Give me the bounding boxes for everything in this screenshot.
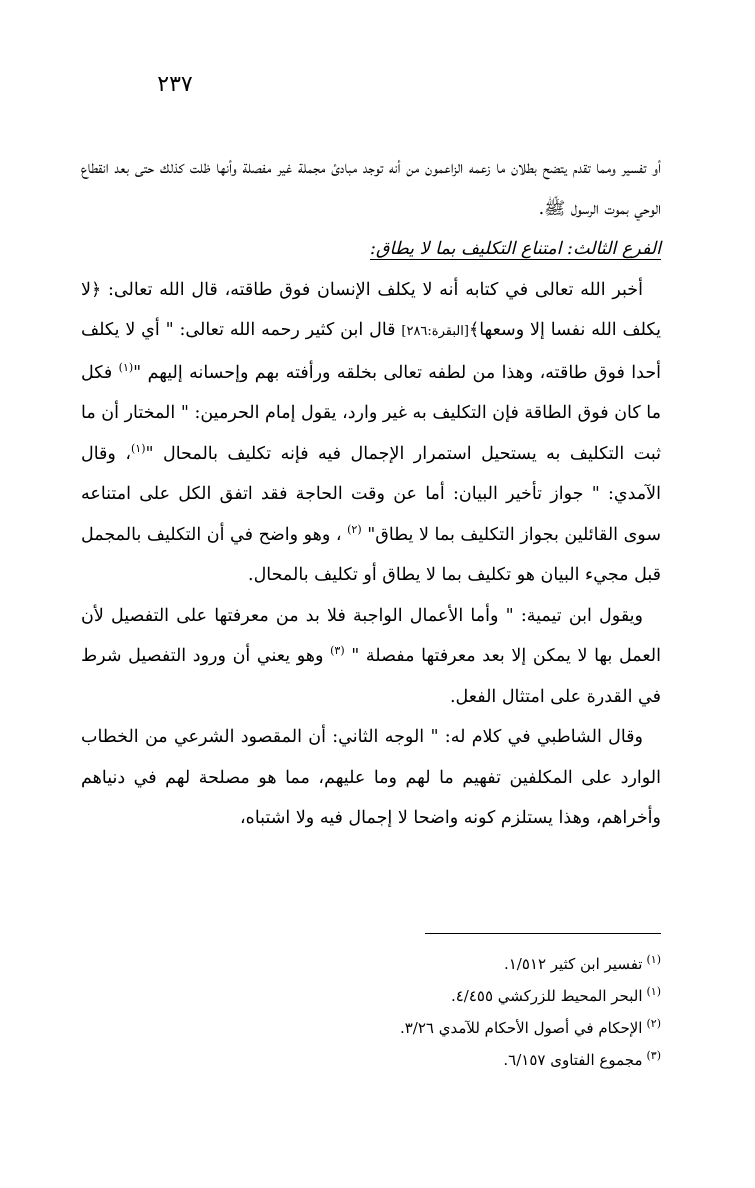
footnote-item — [81, 948, 661, 980]
page-number: ٢٣٧ — [157, 72, 193, 97]
footnote-number: (٣) — [646, 1049, 661, 1062]
para2-part1: ويقول ابن تيمية: " وأما الأعمال الواجبة فلا بد من معرفتها على التفصيل لأن العمل بها لا يمكن إلا بعد معرفتها مفصلة " — [81, 605, 661, 666]
footnote-item — [81, 1012, 661, 1044]
footnote-marker: (١) — [130, 441, 146, 455]
footnote-text: مجموع الفتاوى ٦/١٥٧. — [503, 1051, 643, 1069]
footnote-item — [81, 1044, 661, 1076]
para1-part5: ، وهو واضح في أن التكليف بالمجمل قبل مجيء البيان هو تكليف بما لا يطاق أو تكليف بالمحال. — [81, 524, 661, 585]
footnote-item — [81, 980, 661, 1012]
paragraph-1 — [81, 270, 661, 596]
footnote-text: تفسير ابن كثير ١/٥١٢. — [503, 955, 643, 973]
intro-paragraph: أو تفسير ومما تقدم يتضح بطلان ما زعمه الزاعمون من أنه توجد مبادئ مجملة غير مفصلة وأنها ظلت كذلك حتى بعد انقطاع الوحي بموت الرسول ﷺ. — [81, 158, 661, 219]
footnote-text: البحر المحيط للزركشي ٤/٤٥٥. — [450, 987, 643, 1005]
footnote-marker: (٣) — [330, 644, 345, 658]
footnote-divider — [425, 933, 661, 934]
section-heading: الفرع الثالث: امتناع التكليف بما لا يطاق: — [370, 239, 661, 259]
paragraph-3: وقال الشاطبي في كلام له: " الوجه الثاني: أن المقصود الشرعي من الخطاب الوارد على المكلفين تفهيم ما لهم وما عليهم، مما هو مصلحة لهم في دنياهم وأخراهم، وهذا يستلزم كونه واضحا لا إجمال فيه ولا اشتباه، — [81, 727, 661, 828]
para1-part4: ، وقال الآمدي: " جواز تأخير البيان: أما عن وقت الحاجة فقد اتفق الكل على امتناعه سوى القائلين بجواز التكليف بما لا يطاق" — [81, 443, 661, 545]
footnotes — [81, 948, 661, 1076]
paragraph-2 — [81, 596, 661, 718]
footnote-marker: (٢) — [347, 522, 362, 536]
para1-part2: قال ابن كثير رحمه الله تعالى: " أي لا يكلف أحدا فوق طاقته، وهذا من لطفه تعالى بخلقه ورأفته بهم وإحسانه إليهم " — [81, 320, 661, 383]
verse-reference: [البقرة:٢٨٦] — [401, 324, 469, 339]
para1-part1: أخبر الله تعالى في كتابه أنه لا يكلف الإنسان فوق طاقته، قال الله تعالى: ﴿لا يكلف الله نفسا إلا وسعها﴾ — [81, 279, 661, 340]
footnote-number: (١) — [646, 985, 661, 998]
footnote-number: (٢) — [646, 1017, 661, 1030]
para1-part3: فكل ما كان فوق الطاقة فإن التكليف به غير وارد، يقول إمام الحرمين: " المختار أن ما ثبت التكليف به يستحيل استمرار الإجمال فيه فإنه تكليف بالمحال " — [81, 362, 661, 464]
para2-part2: وهو يعني أن ورود التفصيل شرط في القدرة على امتثال الفعل. — [81, 646, 661, 707]
main-text — [81, 148, 661, 839]
footnote-marker: (١) — [118, 360, 134, 374]
footnote-number: (١) — [646, 953, 661, 966]
footnote-text: الإحكام في أصول الأحكام للآمدي ٣/٢٦. — [399, 1019, 643, 1037]
